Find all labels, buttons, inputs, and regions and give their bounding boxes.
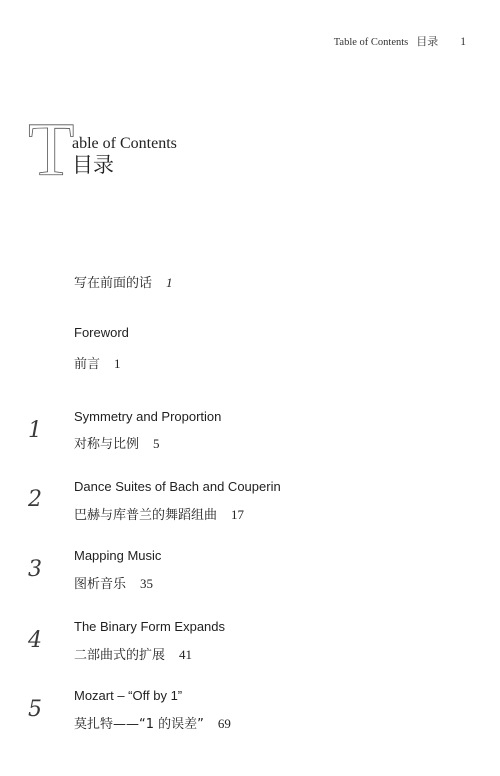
entry-title-cn: 写在前面的话 xyxy=(74,276,153,291)
chapter-number: 5 xyxy=(28,697,42,722)
title-cn: 目录 xyxy=(72,153,114,177)
toc-entry-chapter-3-cn[interactable] xyxy=(74,573,153,593)
toc-entry-chapter-4-cn[interactable] xyxy=(74,644,192,664)
entry-page: 1 xyxy=(114,356,121,371)
entry-title-cn: 前言 xyxy=(74,357,101,372)
entry-title-en: The Binary Form Expands xyxy=(74,619,226,634)
entry-title-en: Mapping Music xyxy=(74,548,162,563)
chapter-number: 3 xyxy=(28,557,42,582)
entry-title-cn: 图析音乐 xyxy=(74,577,127,592)
toc-entry-foreword[interactable] xyxy=(74,324,129,342)
chapter-number: 1 xyxy=(28,418,42,443)
entry-title-en: Dance Suites of Bach and Couperin xyxy=(74,479,281,494)
toc-entry-chapter-1[interactable] xyxy=(74,408,221,426)
toc-entry-chapter-2[interactable] xyxy=(74,478,281,496)
toc-entry-chapter-4[interactable] xyxy=(74,618,225,636)
running-head-title-cn: 目录 xyxy=(416,36,439,48)
entry-page: 35 xyxy=(140,576,154,591)
entry-page: 17 xyxy=(231,507,245,522)
entry-title-en: Symmetry and Proportion xyxy=(74,409,222,424)
toc-entry-chapter-5[interactable] xyxy=(74,687,182,705)
title-initial: T xyxy=(28,108,75,192)
chapter-number: 4 xyxy=(28,628,42,653)
entry-page: 41 xyxy=(179,647,193,662)
entry-page: 69 xyxy=(217,716,231,731)
entry-title-cn: 二部曲式的扩展 xyxy=(74,648,166,663)
entry-page: 5 xyxy=(153,436,160,451)
entry-page: 1 xyxy=(166,275,173,290)
page-title xyxy=(28,108,228,192)
toc-entry-chapter-5-cn[interactable] xyxy=(74,713,231,733)
running-head-title-en: Table of Contents xyxy=(333,37,409,48)
toc-entry-chapter-3[interactable] xyxy=(74,547,161,565)
entry-title-en: Foreword xyxy=(74,325,129,340)
entry-title-en: Mozart – “Off by 1” xyxy=(74,688,183,703)
chapter-number: 2 xyxy=(28,487,42,512)
entry-title-cn: 对称与比例 xyxy=(74,437,140,452)
entry-title-cn: 莫扎特——“1 的误差” xyxy=(74,717,204,732)
page-number: 1 xyxy=(460,36,466,48)
toc-entry-chapter-2-cn[interactable] xyxy=(74,504,244,524)
running-head xyxy=(334,33,466,49)
title-en: able of Contents xyxy=(72,135,177,152)
entry-title-cn: 巴赫与库普兰的舞蹈组曲 xyxy=(74,508,218,523)
toc-entry-foreword-cn[interactable] xyxy=(74,353,121,373)
toc-entry-chapter-1-cn[interactable] xyxy=(74,433,160,453)
toc-entry-preface[interactable] xyxy=(74,272,173,292)
